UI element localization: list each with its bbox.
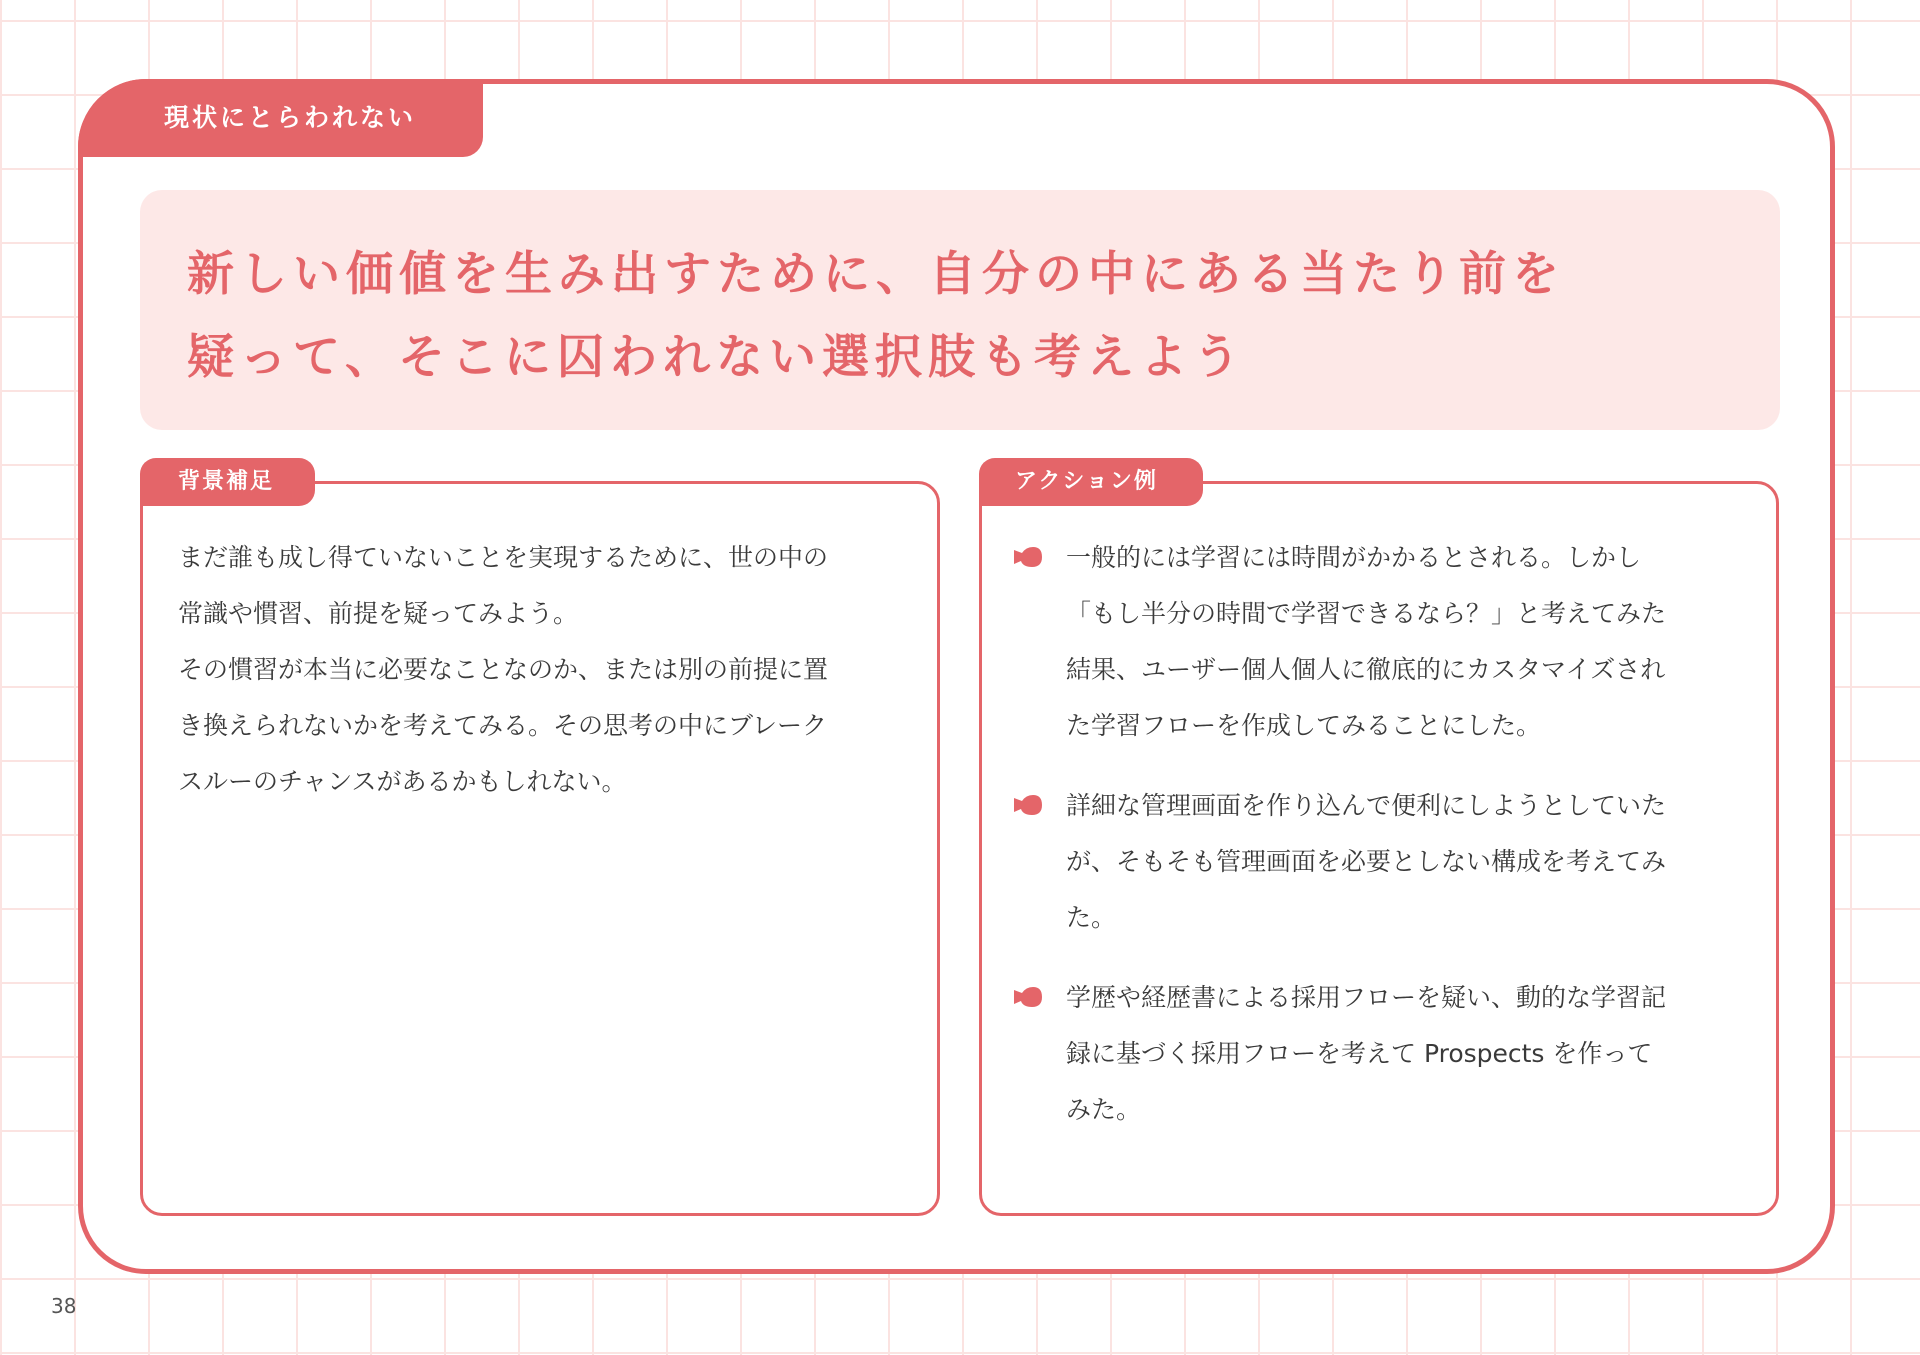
actions-tab (979, 458, 1203, 506)
action-item (1012, 778, 1772, 946)
background-tab (140, 458, 315, 506)
action-line: 一般的には学習には時間がかかるとされる。しかし (1066, 543, 1642, 572)
section-tab (78, 79, 483, 157)
action-line: 詳細な管理画面を作り込んで便利にしようとしていた (1066, 791, 1667, 820)
action-item (1012, 530, 1772, 754)
action-line: みた。 (1066, 1095, 1142, 1124)
action-list (1012, 530, 1772, 1162)
action-line: 録に基づく採用フローを考えて Prospects を作って (1066, 1039, 1653, 1068)
page-number: 38 (51, 1294, 77, 1318)
speech-bubble-bullet-icon (1012, 792, 1044, 818)
action-line: 学歴や経歴書による採用フローを疑い、動的な学習記 (1066, 983, 1667, 1012)
headline-box (140, 190, 1780, 430)
background-text (178, 530, 918, 810)
action-line: た学習フローを作成してみることにした。 (1066, 711, 1542, 740)
section-tab-label: 現状にとらわれない (164, 103, 417, 132)
background-line: 常識や慣習、前提を疑ってみよう。 (178, 599, 579, 628)
background-line: き換えられないかを考えてみる。その思考の中にブレーク (178, 711, 828, 740)
actions-tab-label: アクション例 (1015, 469, 1158, 494)
action-line: 結果、ユーザー個人個人に徹底的にカスタマイズされ (1066, 655, 1666, 684)
speech-bubble-bullet-icon (1012, 544, 1044, 570)
action-item (1012, 970, 1772, 1138)
speech-bubble-bullet-icon (1012, 984, 1044, 1010)
background-line: まだ誰も成し得ていないことを実現するために、世の中の (178, 543, 829, 572)
action-line: た。 (1066, 903, 1117, 932)
headline-line-1: 新しい価値を生み出すために、自分の中にある当たり前を (187, 247, 1565, 302)
headline-line-2: 疑って、そこに囚われない選択肢も考えよう (187, 330, 1247, 385)
action-line: が、そもそも管理画面を必要としない構成を考えてみ (1066, 847, 1667, 876)
background-line: スルーのチャンスがあるかもしれない。 (178, 767, 627, 796)
background-tab-label: 背景補足 (178, 469, 275, 494)
action-line: 「もし半分の時間で学習できるなら？」と考えてみた (1066, 599, 1667, 628)
background-line: その慣習が本当に必要なことなのか、または別の前提に置 (178, 655, 829, 684)
